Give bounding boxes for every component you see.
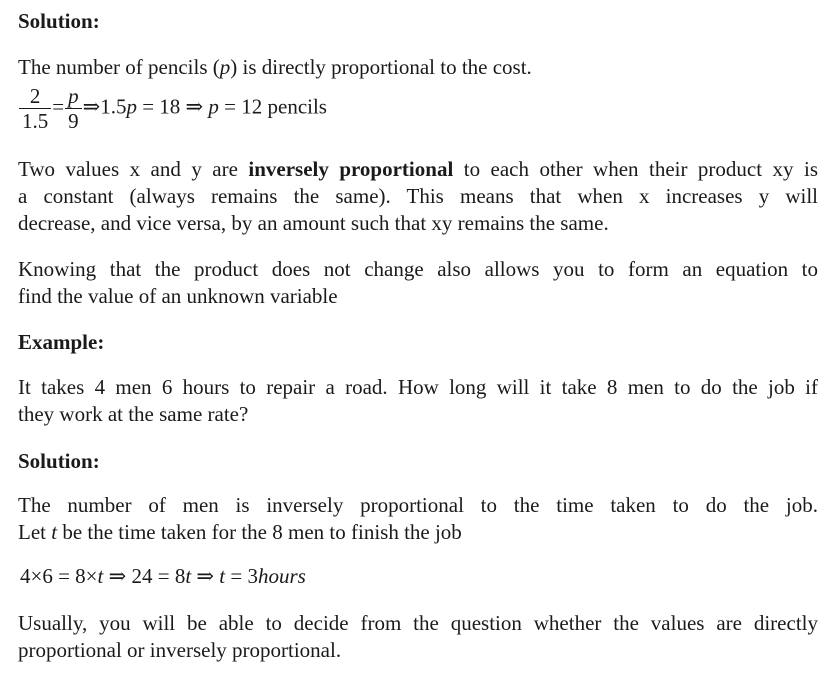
example-heading: Example: xyxy=(18,330,105,354)
term-inversely-proportional: inversely proportional xyxy=(248,157,454,181)
closing-paragraph: Usually, you will be able to decide from the question whether the values are directly proportional or inversely proportional. xyxy=(18,611,818,662)
pencils-intro: The number of pencils (p) is directly proportional to the cost. xyxy=(18,55,532,79)
men-solution-paragraph: The number of men is inversely proportional to the time taken to do the job. Let t be the time taken for the 8 men to finish the job xyxy=(18,493,818,544)
men-equation: 4×6 = 8×t ⇒ 24 = 8t ⇒ t = 3hours xyxy=(20,564,306,588)
inverse-definition-paragraph: Two values x and y are inversely proportional to each other when their product xy is a constant (always remains the same). This means that when x increases y will decrease, and vice versa, by an amount such that xy remains the same. xyxy=(18,157,818,235)
fraction-2-over-1-5: $\frac{2}{1.5}$ xyxy=(19,84,51,133)
example-question: It takes 4 men 6 hours to repair a road. How long will it take 8 men to do the job if they work at the same rate? xyxy=(18,375,818,426)
product-constant-paragraph: Knowing that the product does not change also allows you to form an equation to find the value of an unknown variable xyxy=(18,257,818,308)
pencils-equation: $\frac{2}{1.5}$ = $\frac{p}{9}$ ⇒1.5p = 18 ⇒ p = 12 pencils xyxy=(18,84,327,133)
solution-heading-1: Solution: xyxy=(18,9,100,33)
solution-heading-2: Solution: xyxy=(18,449,100,473)
fraction-p-over-9: $\frac{p}{9}$ xyxy=(65,84,82,133)
